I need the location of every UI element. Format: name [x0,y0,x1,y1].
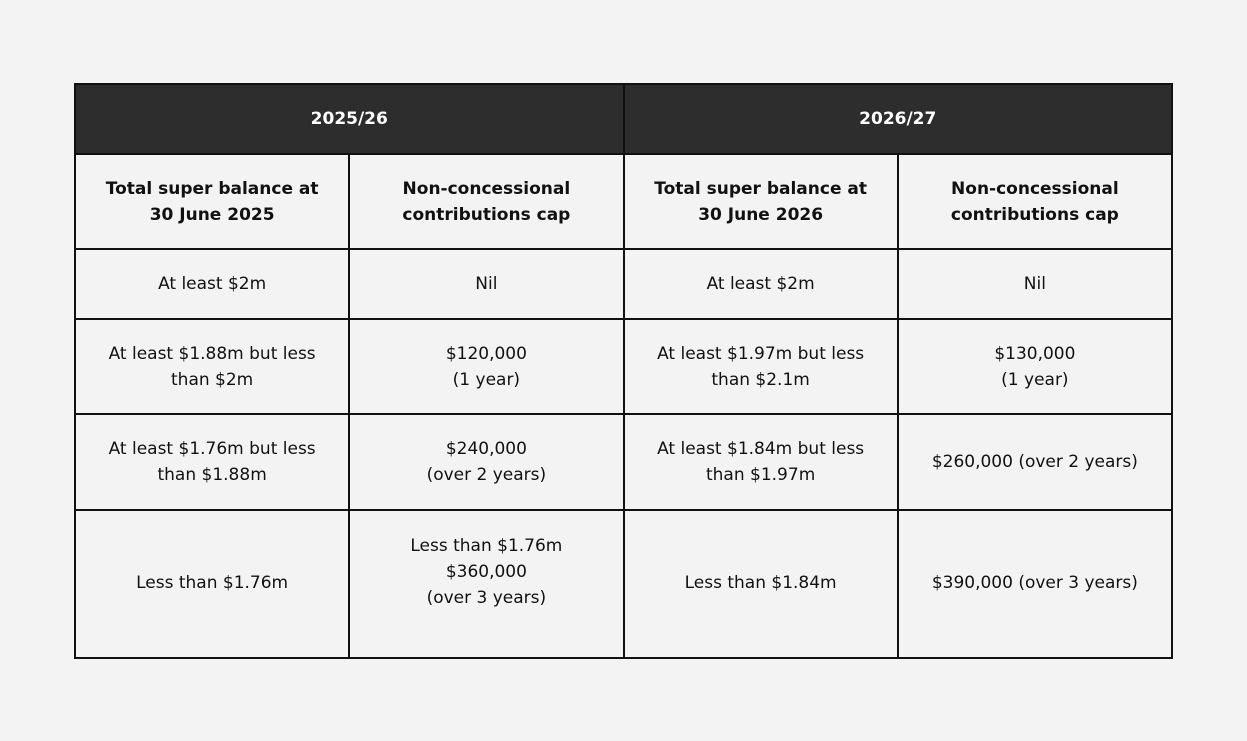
column-header-line: contributions cap [402,204,571,225]
cell-line: than $1.97m [705,465,816,485]
column-header [75,154,349,249]
table-cell [349,414,623,510]
column-header [624,154,898,249]
contributions-cap-table [74,83,1173,659]
table-cell [898,414,1172,510]
column-header-line: Total super balance at [105,178,319,199]
cell-line: than $1.88m [157,465,267,485]
column-header-line: contributions cap [950,204,1119,225]
year-header-row [75,84,1172,154]
column-header-row [75,154,1172,249]
cell-line: Less than $1.76m [410,536,563,556]
cell-line: Less than $1.84m [684,573,837,593]
table-row [75,249,1172,319]
cell-line: $260,000 (over 2 years) [931,452,1138,472]
table-cell [624,510,898,658]
cell-line: Nil [475,274,498,294]
table-cell [624,319,898,414]
table-cell [898,319,1172,414]
cell-line: $130,000 [994,343,1076,364]
cell-line: At least $1.88m but less [108,343,316,364]
table-cell [75,249,349,319]
cell-line: (over 3 years) [426,588,547,608]
column-header [349,154,623,249]
cell-line: than $2m [171,369,254,390]
column-header-line: Total super balance at [654,178,867,199]
cell-line: Less than $1.76m [136,573,289,593]
cell-line: (over 2 years) [426,465,547,485]
contributions-cap-table-container [74,83,1173,659]
cell-line: At least $2m [158,274,267,294]
table-cell [75,510,349,658]
column-header-line: 30 June 2026 [698,204,824,225]
table-cell [898,510,1172,658]
cell-line: At least $2m [706,274,815,294]
table-cell [75,414,349,510]
table-row [75,319,1172,414]
cell-line: $120,000 [445,343,527,364]
cell-line: Nil [1023,274,1046,294]
table-cell [898,249,1172,319]
table-cell [349,510,623,658]
column-header-line: Non-concessional [402,178,571,199]
cell-line: At least $1.97m but less [657,343,865,364]
column-header-line: Non-concessional [951,178,1119,199]
cell-line: $390,000 (over 3 years) [931,573,1138,593]
cell-line: $360,000 [445,562,527,582]
table-cell [349,319,623,414]
column-header-line: 30 June 2025 [149,204,275,225]
table-cell [349,249,623,319]
year-header-2026-27: 2026/27 [624,84,1173,154]
table-cell [75,319,349,414]
table-row [75,510,1172,658]
cell-line: At least $1.84m but less [657,439,865,459]
cell-line: $240,000 [445,439,527,459]
year-header-2025-26: 2025/26 [75,84,624,154]
table-row [75,414,1172,510]
table-cell [624,249,898,319]
cell-line: than $2.1m [711,369,810,390]
table-cell [624,414,898,510]
cell-line: (1 year) [1001,369,1069,390]
column-header [898,154,1172,249]
cell-line: At least $1.76m but less [108,439,316,459]
cell-line: (1 year) [452,369,521,390]
